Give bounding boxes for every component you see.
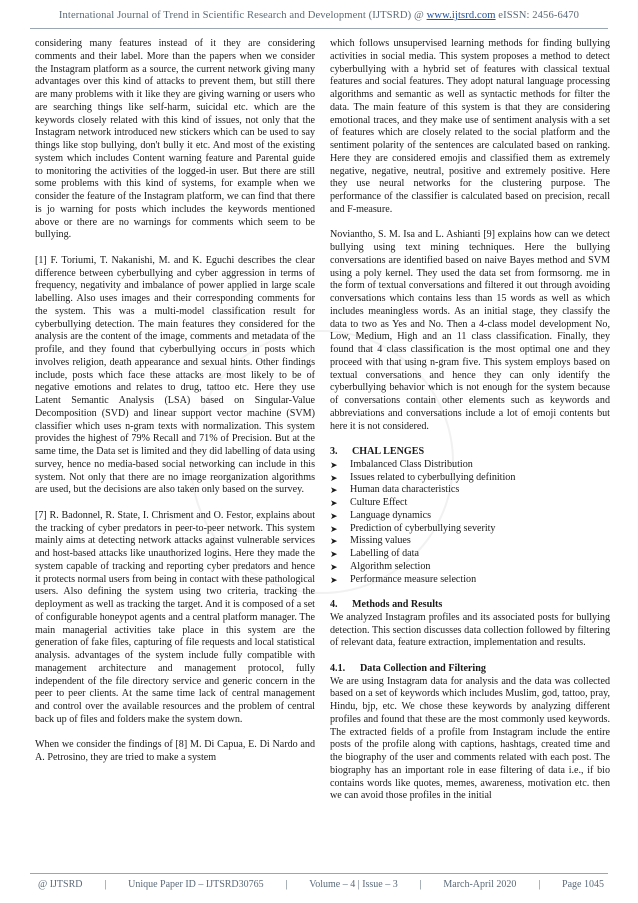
list-item-text: Language dynamics	[350, 509, 432, 521]
arrow-bullet-icon: ➤	[330, 536, 338, 547]
list-item	[330, 497, 610, 510]
footer-date: March-April 2020	[443, 879, 517, 890]
section-number: 3.	[330, 446, 338, 457]
list-item	[330, 561, 610, 574]
arrow-bullet-icon: ➤	[330, 549, 338, 559]
header-issn: eISSN: 2456-6470	[495, 10, 580, 21]
arrow-bullet-icon: ➤	[330, 574, 338, 585]
section-heading-challenges	[330, 446, 610, 459]
list-item-text: Human data characteristics	[350, 484, 460, 496]
right-column	[330, 38, 610, 863]
arrow-bullet-icon: ➤	[330, 485, 338, 496]
paragraph: We analyzed Instagram profiles and its associated posts for bullying detection. This section discusses data collection followed by filtering of relevant data, feature extraction, implementation and results.	[330, 611, 610, 649]
list-item	[330, 459, 610, 472]
list-item-text: Prediction of cyberbullying severity	[350, 522, 496, 534]
section-heading-methods	[330, 599, 610, 612]
list-item	[330, 574, 610, 587]
paragraph: When we consider the findings of [8] M. Di Capua, E. Di Nardo and A. Petrosino, they are tried to make a system	[35, 739, 315, 763]
list-item	[330, 472, 610, 485]
paragraph: [7] R. Badonnel, R. State, I. Chrisment and O. Festor, explains about the tracking of cyber predators in peer-to-peer network. This system mainly aims at detecting network attacks against vulnerable services and host-based attacks like unauthorized logins. Here they made the system capable of tracking and reporting cyber predators and hence it protects normal users from being in contact with these pathological users. Also defining the system using two criteria, tracking the deployment as well as tracking the target. And it is composed of a set of configurable honeypot agents and a central platform manager. The main managerial activities take place in this system are the generation of fake files, capturing of file requests and local statistical analysis. advantages of the system include fully compatible with management architecture and management protocol, fully independent of the file directory service and generic concern in the peer to peer clients. At the same time lack of central management and control over the available resources and the problem of central back up of files and folders make the system down.	[35, 509, 315, 725]
paragraph: considering many features instead of it they are considering comments and their label. More than the papers when we consider the Instagram platform as a source, the current network giving many advantages over this kind of attacks to prevent them, but still there are many problems with it like they are giving warning or users who are searching things like self-harm, suicidal etc. which are the keywords closely related with this kind of issues, not only that the Instagram network introduced new stickers which can be used to say things like stop bullying, don't bully it etc. And most of the existing system which includes Content warning feature and Parental guide to monitoring the activities of the logged-in user. But there are still some problems with this kind of systems, for example when we consider the feature of the Instagram platform, we can find that there is jo warning for posts which includes the keywords mentioned above or there are no warnings for comments which seem to be bullying.	[35, 38, 315, 241]
paragraph: which follows unsupervised learning methods for finding bullying activities in social media. This system proposes a method to detect cyberbullying with a hybrid set of features with classical textual features and social features. They adopt natural language processing algorithms and semantic as well as syntactic methods for filter the data. The main feature of this system is that they are considering emotional traces, and they make use of sentiment analysis with a set of features which are closely related to the social platform and the sentiment polarity of the sentences are calculated based on ranking. Here they are considered emojis and classified them as extremely negative, negative, neutral, positive and extremely positive. Here they use neural networks for the clustering purpose. The performance of the classifier is calculated based on precision, recall and F-measure.	[330, 38, 610, 215]
arrow-bullet-icon: ➤	[330, 498, 338, 508]
footer-separator: |	[285, 879, 288, 890]
list-item-text: Labelling of data	[350, 548, 419, 559]
list-item-text: Algorithm selection	[350, 560, 431, 572]
list-item	[330, 484, 610, 497]
arrow-bullet-icon: ➤	[330, 472, 338, 483]
footer-separator: |	[419, 879, 422, 890]
footer-separator: |	[104, 879, 107, 890]
list-item-text: Issues related to cyberbullying definition	[350, 471, 516, 483]
arrow-bullet-icon: ➤	[330, 459, 338, 470]
list-item-text: Culture Effect	[350, 497, 408, 508]
arrow-bullet-icon: ➤	[330, 510, 338, 521]
list-item-text: Performance measure selection	[350, 573, 477, 585]
left-column	[35, 38, 315, 863]
section-title: Methods and Results	[352, 599, 443, 610]
list-item	[330, 548, 610, 561]
journal-header	[0, 10, 638, 21]
footer-paper-id: Unique Paper ID – IJTSRD30765	[128, 879, 264, 890]
list-item-text: Missing values	[350, 535, 411, 547]
header-title: International Journal of Trend in Scientific Research and Development (IJTSRD) @	[58, 10, 427, 21]
paragraph: [1] F. Toriumi, T. Nakanishi, M. and K. Eguchi describes the clear difference between cyberbullying and cyber aggression in terms of frequency, negativity and imbalance of power applied in large scale labelling. Also uses images and their corresponding comments for the system. This was a multi-model classification result for cyberbullying detection. The main features they considered for the analysis are the content of the image, comments and metadata of the profile, and they found that cyberbullying occurs in posts which involves religion, death appearance and sexual hints. Other findings include, posts which face these attacks are most likely to be of negative emotions and relates to drug, tattoo etc. Here they use Latent Semantic Analysis (LSA) based on Singular-Value Decomposition (SVD) and linear support vector machine (SVM) classifier which uses n-gram texts with normalization. This system provides the highest of 79% Recall and 71% of Precision. But at the same time, the Data set is limited and they did labelling of data using survey, hence no media-based social networking can include in this system. Not only that there are no image reorganization algorithms are used, but the decisions are also taken only based on the survey.	[35, 254, 315, 496]
section-number: 4.	[330, 599, 338, 610]
section-number: 4.1.	[330, 662, 346, 674]
footer-journal: @ IJTSRD	[38, 879, 83, 890]
journal-url-link[interactable]: www.ijtsrd.com	[426, 10, 496, 21]
list-item-text: Imbalanced Class Distribution	[350, 458, 473, 470]
header-divider	[30, 28, 608, 29]
section-title: Data Collection and Filtering	[360, 662, 486, 674]
footer-separator: |	[538, 879, 541, 890]
challenges-list	[330, 459, 610, 587]
footer-divider	[30, 873, 608, 874]
footer-volume: Volume – 4 | Issue – 3	[309, 879, 398, 890]
page-footer	[38, 879, 604, 893]
list-item	[330, 510, 610, 523]
paragraph: We are using Instagram data for analysis and the data was collected based on a set of keywords which includes Muslim, god, tattoo, pray, Hindu, bjp, etc. We chose these keywords by analyzing different profiles and found that these are the most commonly used keywords. The extracted fields of a profile from Instagram include the entire posts of the profile along with captions, hashtags, created time and the biography of the user and comments related with each post. The biography has an important role in ease filtering of data i.e., if bio contains words like quotes, memes, awareness, motivation etc. then we can avoid those profiles in the initial	[330, 675, 610, 802]
subsection-heading-data-collection	[330, 663, 610, 676]
list-item	[330, 535, 610, 548]
footer-page-number: Page 1045	[562, 879, 604, 890]
section-title: CHAL LENGES	[352, 446, 425, 457]
arrow-bullet-icon: ➤	[330, 523, 338, 534]
arrow-bullet-icon: ➤	[330, 561, 338, 572]
list-item	[330, 523, 610, 536]
paragraph: Noviantho, S. M. Isa and L. Ashianti [9] explains how can we detect bullying using text mining techniques. Here the bullying conversations are identified based on naive Bayes method and SVM using a poly kernel. They used the data set from formsorng. me in the form of textual conversations and filtered it out through avoiding conversations which contains less than 15 words as well as which includes meaningless words. As an initial stage, they classify the data to two as Yes and No. Then a 4-class model development No, Low, Medium, High and an 11 class classification. Finally, they found that 4 class classification is the most optimal one and they proceed with that using n-gram five. This system employs based on textual conversations and hence they can only identify the cyberbullying behavior which is not enough for the system because of conversations contain other elements such as keywords and abbreviations and conversations include a lot of emoji contents but here it is not considered.	[330, 229, 610, 432]
